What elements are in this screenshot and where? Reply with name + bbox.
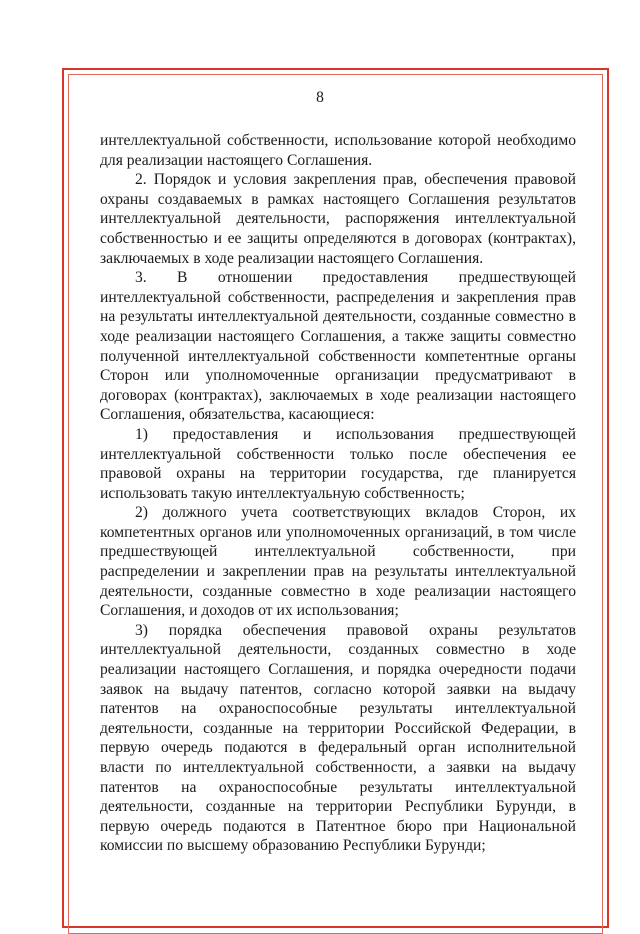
page-number: 8 [316,89,324,106]
subparagraph-2: 2) должного учета соответствующих вкладов Сторон, их компетентных органов или уполномоченных организаций, в том числе предшествующей интеллектуальной собственности, при распределении и закреплении прав на результаты интеллектуальной деятельности, созданные совместно в ходе реализации настоящего Соглашения, и доходов от их использования; [100,504,576,620]
subparagraph-3: 3) порядка обеспечения правовой охраны результатов интеллектуальной деятельности, созданных совместно в ходе реализации настоящего Соглашения, и порядка очередности подачи заявок на выдачу патентов, согласно которой заявки на выдачу патентов на охраноспособные результаты интеллектуальной деятельности, созданные на территории Российской Федерации, в первую очередь подаются в федеральный орган исполнительной власти по интеллектуальной собственности, а заявки на выдачу патентов на охраноспособные результаты интеллектуальной деятельности, созданные на территории Республики Бурунди, в первую очередь подаются в Патентное бюро при Национальной комиссии по высшему образованию Республики Бурунди; [100,621,576,855]
subparagraph-1: 1) предоставления и использования предшествующей интеллектуальной собственности только после обеспечения ее правовой охраны на территории государства, где планируется использовать такую интеллектуальную собственность; [100,425,576,502]
document-body [100,131,576,856]
paragraph-continuation: интеллектуальной собственности, использование которой необходимо для реализации настоящего Соглашения. [100,132,576,169]
paragraph-item-3: 3. В отношении предоставления предшествующей интеллектуальной собственности, распределения и закрепления прав на результаты интеллектуальной деятельности, созданные совместно в ходе реализации настоящего Соглашения, а также защиты совместно полученной интеллектуальной собственности компетентные органы Сторон или уполномоченные организации предусматривают в договорах (контрактах), заключаемых в ходе реализации настоящего Соглашения, обязательства, касающиеся: [100,269,576,424]
paragraph-item-2: 2. Порядок и условия закрепления прав, обеспечения правовой охраны создаваемых в рамках настоящего Соглашения результатов интеллектуальной деятельности, распоряжения интеллектуальной собственностью и ее защиты определяются в договорах (контрактах), заключаемых в ходе реализации настоящего Соглашения. [100,171,576,267]
